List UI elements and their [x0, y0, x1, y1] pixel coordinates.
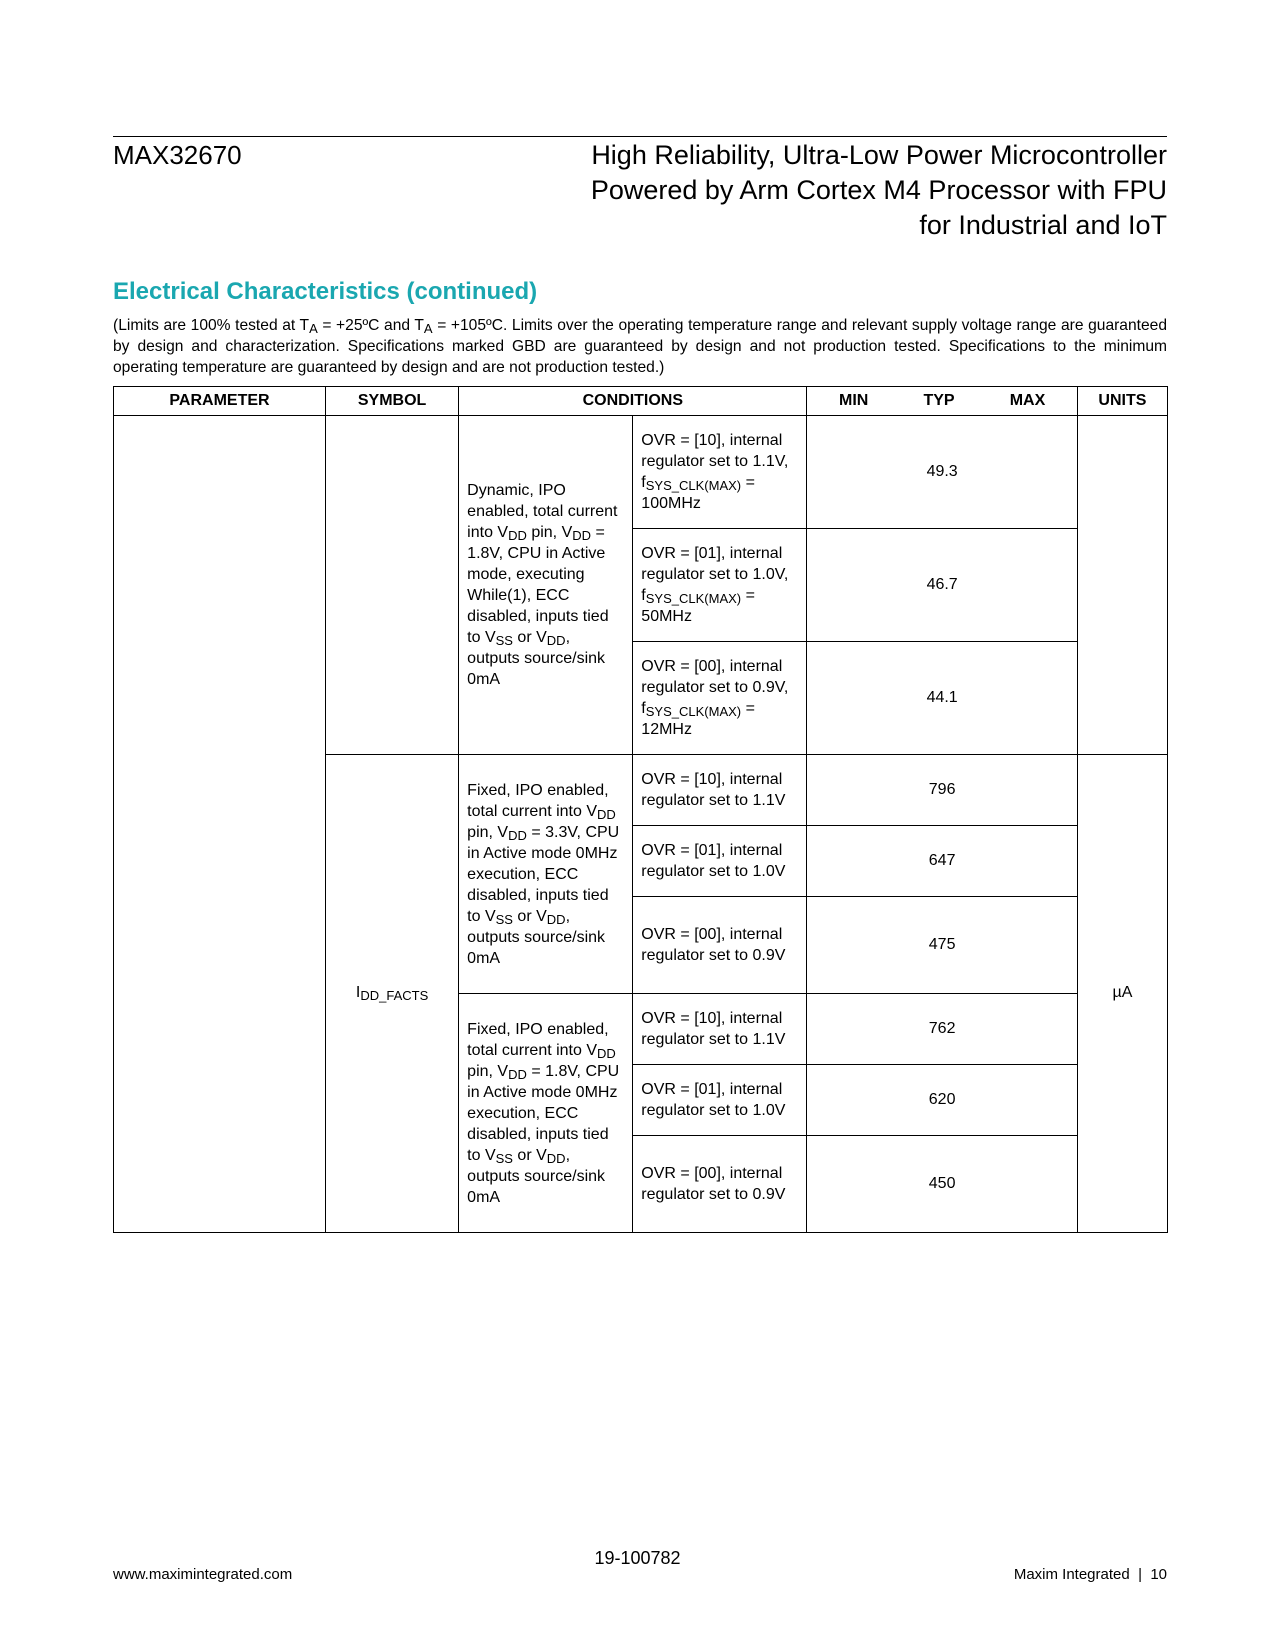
header-units: UNITS [1077, 387, 1167, 416]
symbol-cell-empty [326, 416, 459, 755]
sub-condition: OVR = [10], internal regulator set to 1.1V, $f_{SYS\_CLK(MAX)}$ = 100MHz [633, 416, 807, 529]
parameter-cell [114, 416, 326, 1233]
sub-condition: OVR = [00], internal regulator set to 0.9V, $f_{SYS\_CLK(MAX)}$ = 12MHz [633, 642, 807, 755]
footer-separator: | [1138, 1566, 1142, 1583]
title-line-2: Powered by Arm Cortex M4 Processor with FPU [590, 175, 1167, 205]
company-name: Maxim Integrated [1013, 1566, 1130, 1583]
condition-group-1: Dynamic, IPO enabled, total current into $V_{DD}$ pin, $V_{DD} = 1.8V$, CPU in Active mode, executing While(1), ECC disabled, inputs tied to $V_{SS}$ or $V_{DD}$, outputs source/sink 0mA [459, 416, 633, 755]
sub-condition: OVR = [01], internal regulator set to 1.0V [633, 1065, 807, 1136]
title-line-1: High Reliability, Ultra-Low Power Microcontroller [591, 140, 1167, 170]
typ-value: 46.7 [807, 529, 1077, 642]
sub-condition: OVR = [10], internal regulator set to 1.1V [633, 755, 807, 826]
typ-value: 475 [807, 897, 1077, 994]
header-min-typ-max [807, 387, 1077, 416]
typ-value: 762 [807, 994, 1077, 1065]
sub-condition: OVR = [00], internal regulator set to 0.9V [633, 897, 807, 994]
website-link[interactable]: www.maximintegrated.com [113, 1566, 293, 1583]
typ-value: 450 [807, 1136, 1077, 1233]
typ-value: 44.1 [807, 642, 1077, 755]
header-symbol: SYMBOL [326, 387, 459, 416]
test-conditions-note: (Limits are 100% tested at $T_A$ = +25ºC and $T_A$ = +105ºC. Limits over the operating temperature range and relevant supply voltage range are guaranteed by design and characterization. Specifications marked GBD are guaranteed by design and not production tested. Specifications to the minimum operating temperature are guaranteed by design and are not production tested.) [113, 317, 1167, 376]
typ-value: 620 [807, 1065, 1077, 1136]
units-cell-empty [1077, 416, 1167, 755]
header-max: MAX [1009, 392, 1046, 409]
electrical-characteristics-table [113, 386, 1168, 1233]
section-title: Electrical Characteristics (continued) [113, 278, 538, 305]
document-title [591, 138, 1167, 243]
header-min: MIN [839, 392, 869, 409]
part-number: MAX32670 [113, 140, 242, 170]
header-rule [113, 136, 1167, 137]
document-number: 19-100782 [594, 1548, 681, 1568]
sub-condition: OVR = [01], internal regulator set to 1.0V, $f_{SYS\_CLK(MAX)}$ = 50MHz [633, 529, 807, 642]
symbol-idd-facts: $I_{DD\_FACTS}$ [326, 755, 459, 1233]
condition-group-3: Fixed, IPO enabled, total current into $V_{DD}$ pin, $V_{DD} = 1.8V$, CPU in Active mode 0MHz execution, ECC disabled, inputs tied to $V_{SS}$ or $V_{DD}$, outputs source/sink 0mA [459, 994, 633, 1233]
table-row [114, 416, 1168, 529]
header-conditions: CONDITIONS [459, 387, 807, 416]
typ-value: 796 [807, 755, 1077, 826]
title-line-3: for Industrial and IoT [919, 210, 1167, 240]
condition-group-2: Fixed, IPO enabled, total current into $V_{DD}$ pin, $V_{DD} = 3.3V$, CPU in Active mode 0MHz execution, ECC disabled, inputs tied to $V_{SS}$ or $V_{DD}$, outputs source/sink 0mA [459, 755, 633, 994]
sub-condition: OVR = [01], internal regulator set to 1.0V [633, 826, 807, 897]
header-parameter: PARAMETER [114, 387, 326, 416]
page-number: 10 [1150, 1566, 1167, 1583]
sub-condition: OVR = [00], internal regulator set to 0.9V [633, 1136, 807, 1233]
sub-condition: OVR = [10], internal regulator set to 1.1V [633, 994, 807, 1065]
table-header-row [114, 387, 1168, 416]
units-value: µA [1077, 755, 1167, 1233]
typ-value: 647 [807, 826, 1077, 897]
typ-value: 49.3 [807, 416, 1077, 529]
page-footer [1014, 1566, 1167, 1583]
header-typ: TYP [923, 392, 955, 409]
